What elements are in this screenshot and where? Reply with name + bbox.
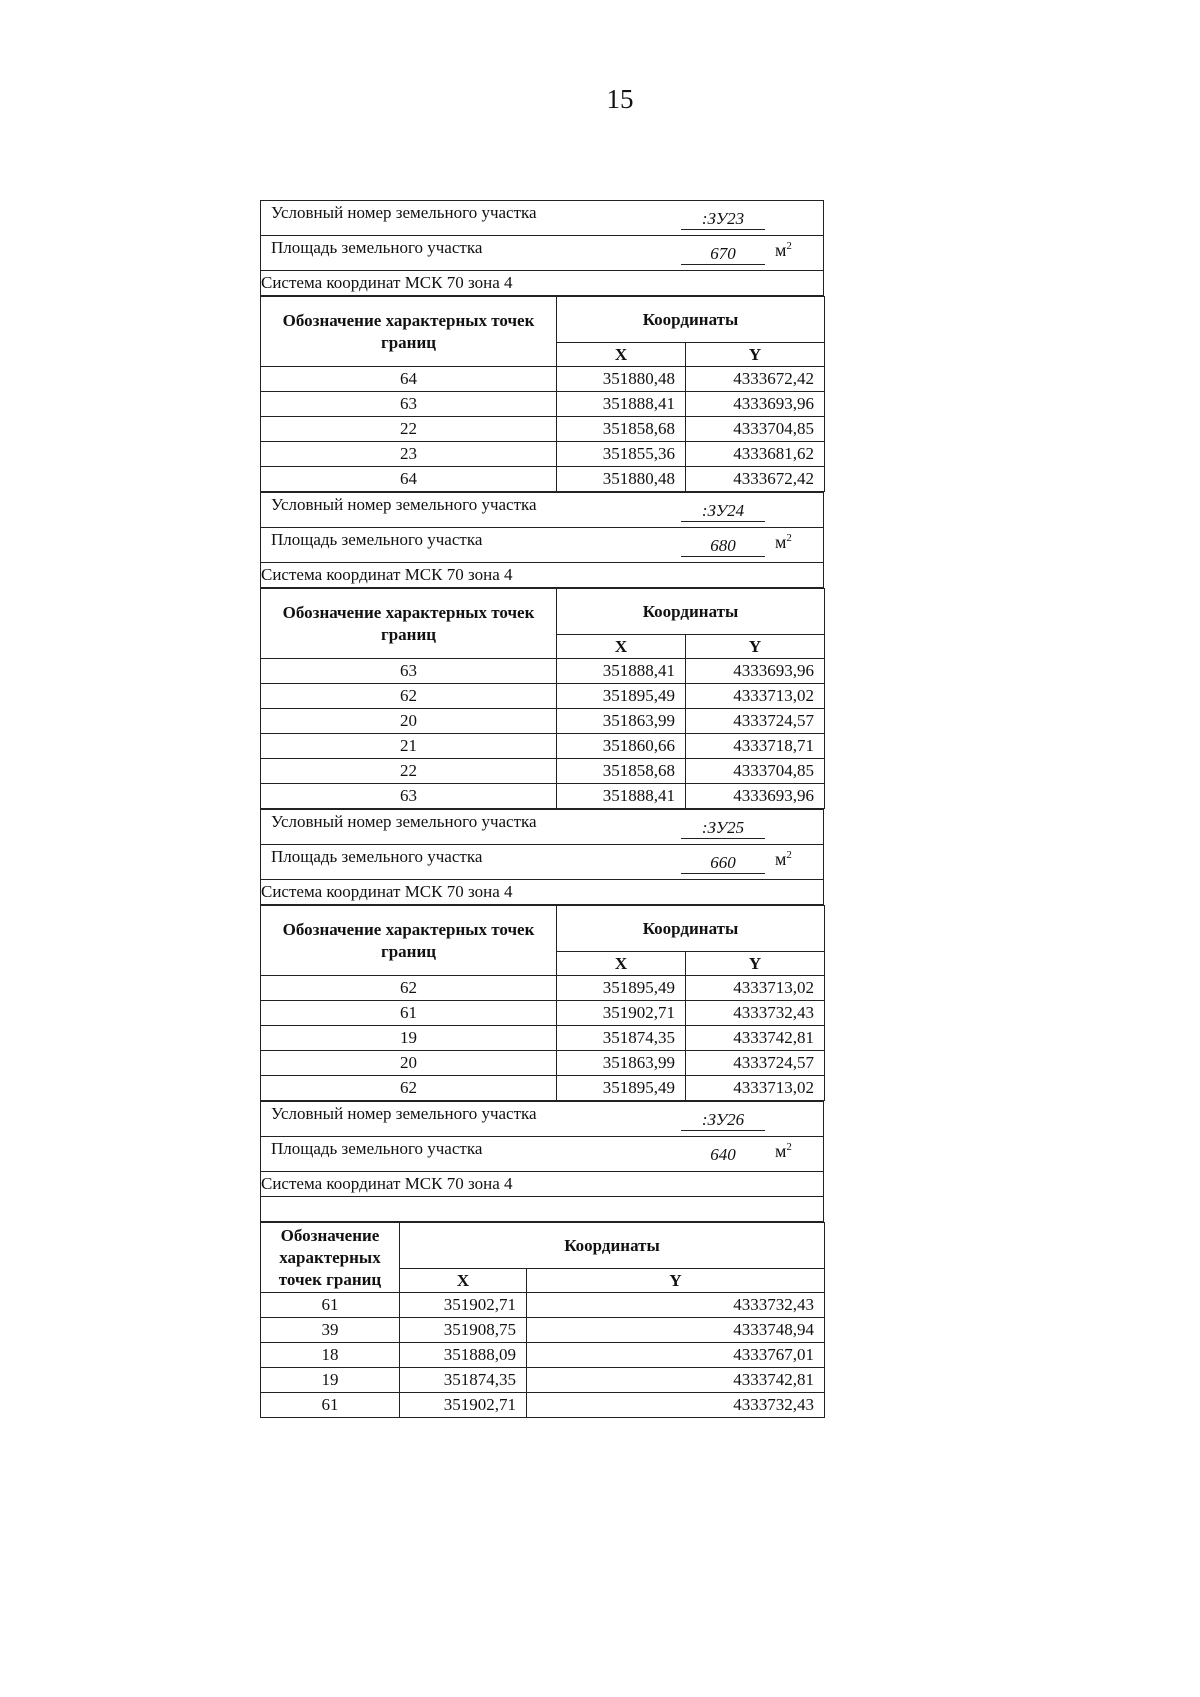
y-coordinate: 4333672,42: [686, 367, 825, 392]
table-row: [261, 392, 825, 417]
x-header: X: [557, 343, 686, 367]
y-coordinate: 4333704,85: [686, 759, 825, 784]
point-number: 19: [261, 1368, 400, 1393]
y-coordinate: 4333724,57: [686, 709, 825, 734]
area-row: [261, 528, 824, 563]
x-coordinate: 351860,66: [557, 734, 686, 759]
x-coordinate: 351858,68: [557, 759, 686, 784]
x-coordinate: 351888,09: [400, 1343, 527, 1368]
coord-system: Система координат МСК 70 зона 4: [261, 563, 824, 588]
x-header: X: [400, 1269, 527, 1293]
y-coordinate: 4333693,96: [686, 392, 825, 417]
y-coordinate: 4333713,02: [686, 976, 825, 1001]
point-number: 20: [261, 1051, 557, 1076]
area-label: Площадь земельного участка: [271, 530, 483, 549]
table-row: [261, 1001, 825, 1026]
area-label: Площадь земельного участка: [271, 1139, 483, 1158]
coords-header: Координаты: [400, 1223, 825, 1269]
y-coordinate: 4333724,57: [686, 1051, 825, 1076]
area-row: [261, 236, 824, 271]
coords-table: [260, 588, 825, 809]
coords-table: [260, 296, 825, 492]
plot-number-label: Условный номер земельного участка: [271, 812, 537, 831]
table-row: [261, 1343, 825, 1368]
y-coordinate: 4333704,85: [686, 417, 825, 442]
area-unit: $м^2$: [775, 849, 792, 869]
x-coordinate: 351888,41: [557, 392, 686, 417]
x-coordinate: 351880,48: [557, 367, 686, 392]
point-number: 63: [261, 392, 557, 417]
point-header: Обозначение характерных точек границ: [261, 589, 557, 659]
point-number: 61: [261, 1393, 400, 1418]
plot-number-row: [261, 810, 824, 845]
plot-number-value: :ЗУ25: [681, 818, 765, 839]
y-header: Y: [527, 1269, 825, 1293]
y-coordinate: 4333681,62: [686, 442, 825, 467]
x-coordinate: 351863,99: [557, 1051, 686, 1076]
area-unit: $м^2$: [775, 1141, 792, 1161]
plot-number-value: :ЗУ24: [681, 501, 765, 522]
x-header: X: [557, 635, 686, 659]
x-coordinate: 351908,75: [400, 1318, 527, 1343]
table-row: [261, 417, 825, 442]
area-row: [261, 845, 824, 880]
coord-system: Система координат МСК 70 зона 4: [261, 271, 824, 296]
table-row: [261, 784, 825, 809]
point-header: Обозначение характерных точек границ: [261, 906, 557, 976]
y-coordinate: 4333693,96: [686, 659, 825, 684]
area-row: [261, 1137, 824, 1172]
point-number: 18: [261, 1343, 400, 1368]
plot-number-label: Условный номер земельного участка: [271, 495, 537, 514]
x-coordinate: 351855,36: [557, 442, 686, 467]
y-coordinate: 4333732,43: [686, 1001, 825, 1026]
point-number: 63: [261, 784, 557, 809]
plot-number-label: Условный номер земельного участка: [271, 1104, 537, 1123]
y-header: Y: [686, 952, 825, 976]
area-value: 680: [681, 536, 765, 557]
table-row: [261, 759, 825, 784]
y-coordinate: 4333718,71: [686, 734, 825, 759]
x-coordinate: 351888,41: [557, 659, 686, 684]
blank-row: [261, 1197, 824, 1222]
plot-number-label: Условный номер земельного участка: [271, 203, 537, 222]
area-label: Площадь земельного участка: [271, 238, 483, 257]
y-coordinate: 4333732,43: [527, 1393, 825, 1418]
coords-header: Координаты: [557, 589, 825, 635]
table-row: [261, 1293, 825, 1318]
table-row: [261, 442, 825, 467]
point-number: 20: [261, 709, 557, 734]
x-coordinate: 351874,35: [557, 1026, 686, 1051]
point-header: Обозначение характерных точек границ: [261, 1223, 400, 1293]
area-value: 660: [681, 853, 765, 874]
y-coordinate: 4333713,02: [686, 1076, 825, 1101]
y-coordinate: 4333693,96: [686, 784, 825, 809]
point-number: 23: [261, 442, 557, 467]
table-row: [261, 1318, 825, 1343]
area-value: 670: [681, 244, 765, 265]
x-coordinate: 351902,71: [400, 1293, 527, 1318]
point-number: 39: [261, 1318, 400, 1343]
table-row: [261, 467, 825, 492]
point-number: 61: [261, 1001, 557, 1026]
coord-system: Система координат МСК 70 зона 4: [261, 880, 824, 905]
x-coordinate: 351902,71: [557, 1001, 686, 1026]
table-row: [261, 367, 825, 392]
plot-number-row: [261, 493, 824, 528]
plot-block: [260, 200, 824, 492]
table-row: [261, 659, 825, 684]
plot-number-value: :ЗУ23: [681, 209, 765, 230]
plot-number-value: :ЗУ26: [681, 1110, 765, 1131]
table-row: [261, 1051, 825, 1076]
y-header: Y: [686, 635, 825, 659]
x-coordinate: 351858,68: [557, 417, 686, 442]
y-coordinate: 4333748,94: [527, 1318, 825, 1343]
x-header: X: [557, 952, 686, 976]
plot-info-table: [260, 1101, 824, 1222]
point-number: 22: [261, 759, 557, 784]
y-coordinate: 4333742,81: [686, 1026, 825, 1051]
plot-block: [260, 492, 824, 809]
plot-block: [260, 1101, 824, 1418]
x-coordinate: 351895,49: [557, 976, 686, 1001]
table-row: [261, 1393, 825, 1418]
x-coordinate: 351874,35: [400, 1368, 527, 1393]
y-coordinate: 4333713,02: [686, 684, 825, 709]
point-number: 22: [261, 417, 557, 442]
table-row: [261, 684, 825, 709]
point-number: 63: [261, 659, 557, 684]
coord-system: Система координат МСК 70 зона 4: [261, 1172, 824, 1197]
x-coordinate: 351880,48: [557, 467, 686, 492]
point-number: 62: [261, 1076, 557, 1101]
x-coordinate: 351888,41: [557, 784, 686, 809]
y-coordinate: 4333767,01: [527, 1343, 825, 1368]
table-row: [261, 1076, 825, 1101]
table-row: [261, 976, 825, 1001]
coords-header: Координаты: [557, 297, 825, 343]
plot-info-table: [260, 809, 824, 905]
table-row: [261, 1368, 825, 1393]
coords-header: Координаты: [557, 906, 825, 952]
table-row: [261, 734, 825, 759]
area-unit: $м^2$: [775, 532, 792, 552]
x-coordinate: 351895,49: [557, 684, 686, 709]
plot-block: [260, 809, 824, 1101]
y-header: Y: [686, 343, 825, 367]
coords-table: [260, 905, 825, 1101]
x-coordinate: 351902,71: [400, 1393, 527, 1418]
point-number: 64: [261, 367, 557, 392]
point-number: 62: [261, 684, 557, 709]
point-number: 21: [261, 734, 557, 759]
area-value: 640: [710, 1145, 736, 1164]
page-number: 15: [606, 84, 634, 114]
area-label: Площадь земельного участка: [271, 847, 483, 866]
y-coordinate: 4333672,42: [686, 467, 825, 492]
point-number: 61: [261, 1293, 400, 1318]
coords-table: [260, 1222, 825, 1418]
plot-number-row: [261, 201, 824, 236]
table-row: [261, 709, 825, 734]
point-header: Обозначение характерных точек границ: [261, 297, 557, 367]
y-coordinate: 4333742,81: [527, 1368, 825, 1393]
y-coordinate: 4333732,43: [527, 1293, 825, 1318]
document-body: [260, 200, 824, 1418]
table-row: [261, 1026, 825, 1051]
plot-info-table: [260, 200, 824, 296]
area-unit: $м^2$: [775, 240, 792, 260]
point-number: 64: [261, 467, 557, 492]
point-number: 62: [261, 976, 557, 1001]
x-coordinate: 351895,49: [557, 1076, 686, 1101]
plot-info-table: [260, 492, 824, 588]
point-number: 19: [261, 1026, 557, 1051]
x-coordinate: 351863,99: [557, 709, 686, 734]
plot-number-row: [261, 1102, 824, 1137]
